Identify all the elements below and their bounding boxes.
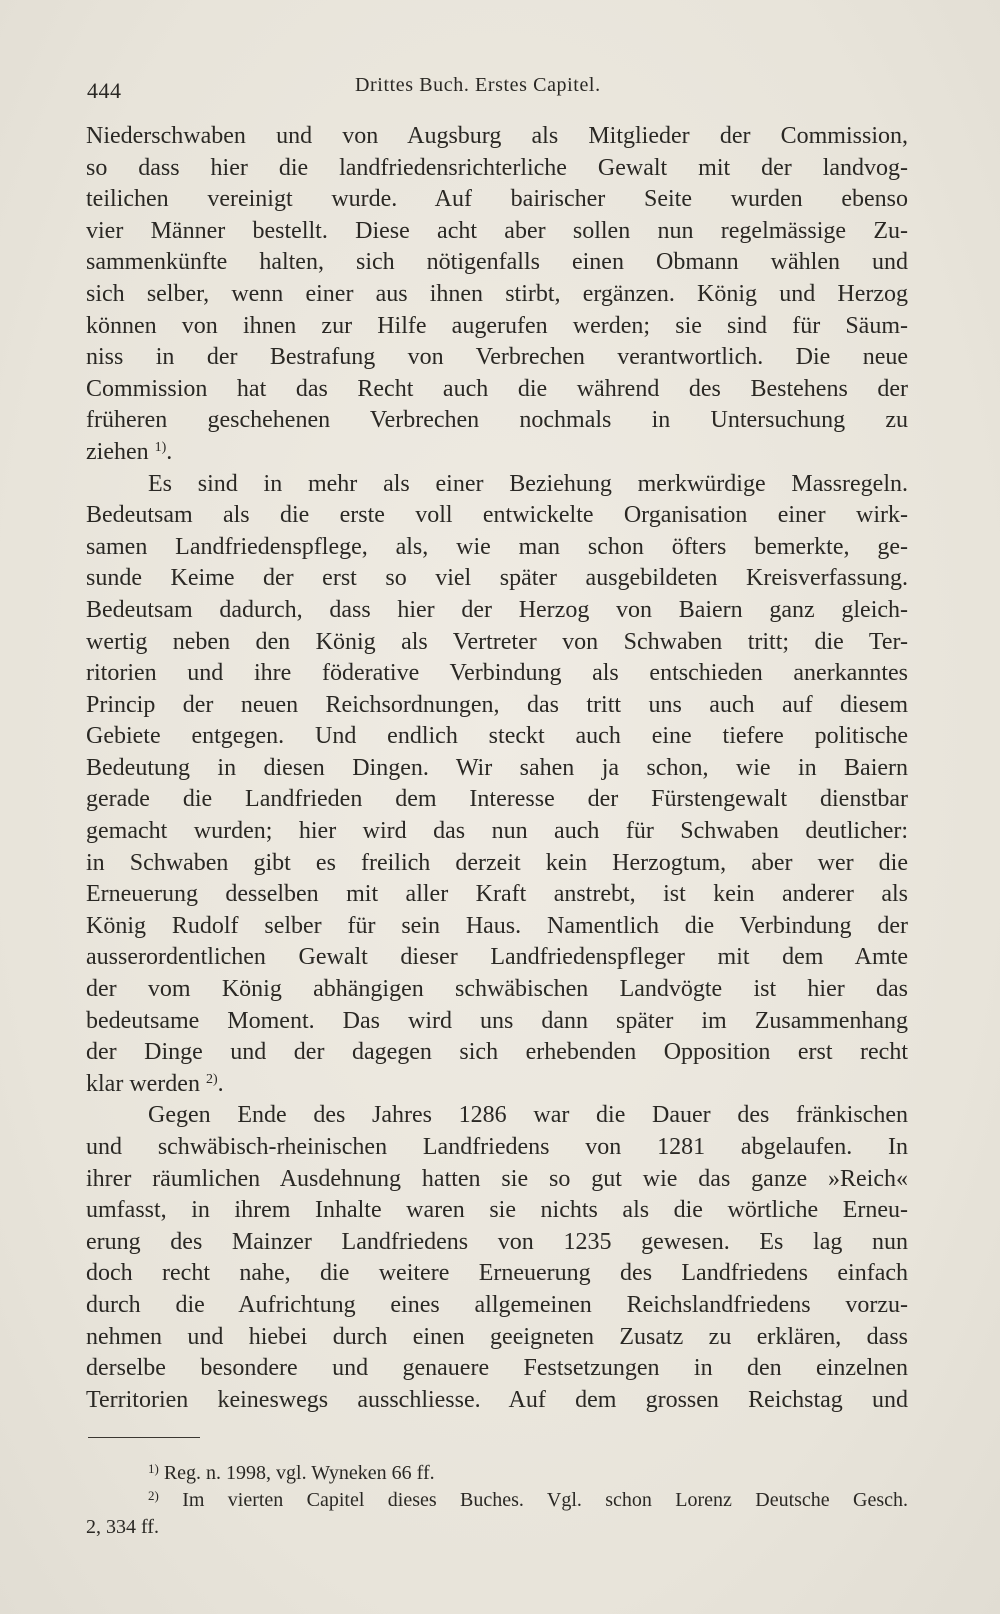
text-line: niss in der Bestrafung von Verbrechen verantwortlich. Die neue (86, 344, 908, 371)
punctuation: . (166, 438, 173, 465)
footnotes (86, 1460, 908, 1541)
text-line: durch die Aufrichtung eines allgemeinen Reichslandfriedens vorzu- (86, 1291, 908, 1318)
text-line: Niederschwaben und von Augsburg als Mitglieder der Commission, (86, 123, 908, 149)
running-head: Drittes Buch. Erstes Capitel. (355, 74, 601, 96)
footnote-reference: 1) (154, 439, 167, 455)
footnote-mark: 2) (148, 1488, 159, 1503)
punctuation: . (217, 1070, 224, 1097)
footnote-divider (88, 1437, 200, 1438)
body-text (86, 121, 908, 1416)
text-line: Bedeutsam dadurch, dass hier der Herzog von Baiern ganz gleich- (86, 596, 908, 623)
text-line: König Rudolf selber für sein Haus. Namentlich die Verbindung der (86, 912, 908, 939)
text-line: früheren geschehenen Verbrechen nochmals in Untersuchung zu (86, 407, 908, 434)
text-line: nehmen und hiebei durch einen geeigneten Zusatz zu erklären, dass (86, 1323, 908, 1350)
page-number: 444 (87, 78, 122, 103)
text-fragment: klar werden (86, 1070, 200, 1097)
footnote-text: Reg. n. 1998, vgl. Wyneken 66 ff. (163, 1462, 435, 1484)
footnote-2 (86, 1487, 908, 1514)
text-line: ihrer räumlichen Ausdehnung hatten sie so gut wie das ganze »Reich« (86, 1165, 908, 1192)
text-line: und schwäbisch-rheinischen Landfriedens von 1281 abgelaufen. In (86, 1134, 908, 1160)
footnote-1 (86, 1460, 908, 1487)
text-line: gerade die Landfrieden dem Interesse der Fürstengewalt dienstbar (86, 786, 908, 813)
footnote-reference: 2) (205, 1071, 218, 1087)
text-line: Bedeutsam als die erste voll entwickelte Organisation einer wirk- (86, 502, 908, 529)
text-line: Territorien keineswegs ausschliesse. Auf dem grossen Reichstag und (86, 1386, 908, 1413)
text-line: ritorien und ihre föderative Verbindung als entschieden anerkanntes (86, 660, 908, 687)
text-fragment: ziehen (86, 438, 149, 465)
text-line: sich selber, wenn einer aus ihnen stirbt, ergänzen. König und Herzog (86, 280, 908, 307)
text-line: derselbe besondere und genauere Festsetzungen in den einzelnen (86, 1355, 908, 1382)
text-line-paragraph-start: Gegen Ende des Jahres 1286 war die Dauer des fränkischen (148, 1102, 908, 1129)
text-line: Princip der neuen Reichsordnungen, das tritt uns auch auf diesem (86, 691, 908, 718)
text-line: der vom König abhängigen schwäbischen Landvögte ist hier das (86, 976, 908, 1003)
text-line: teilichen vereinigt wurde. Auf bairischer Seite wurden ebenso (86, 186, 908, 213)
text-line-paragraph-start: Es sind in mehr als einer Beziehung merkwürdige Massregeln. (148, 470, 908, 497)
text-line: gemacht wurden; hier wird das nun auch für Schwaben deutlicher: (86, 818, 908, 845)
footnote-2-continuation: 2, 334 ff. (86, 1516, 159, 1538)
page-header (87, 72, 907, 112)
text-line: Erneuerung desselben mit aller Kraft anstrebt, ist kein anderer als (86, 881, 908, 908)
text-line: vier Männer bestellt. Diese acht aber sollen nun regelmässige Zu- (86, 217, 908, 244)
text-line: umfasst, in ihrem Inhalte waren sie nichts als die wörtliche Erneu- (86, 1197, 908, 1224)
text-line: erung des Mainzer Landfriedens von 1235 gewesen. Es lag nun (86, 1228, 908, 1255)
text-line: wertig neben den König als Vertreter von Schwaben tritt; die Ter- (86, 628, 908, 655)
text-line: in Schwaben gibt es freilich derzeit kein Herzogtum, aber wer die (86, 849, 908, 876)
text-line-paragraph-end (86, 437, 908, 469)
footnote-mark: 1) (148, 1461, 159, 1476)
text-line: Commission hat das Recht auch die während des Bestehens der (86, 375, 908, 402)
text-line: doch recht nahe, die weitere Erneuerung des Landfriedens einfach (86, 1260, 908, 1287)
text-line: samen Landfriedenspflege, als, wie man schon öfters bemerkte, ge- (86, 533, 908, 560)
text-line: sunde Keime der erst so viel später ausgebildeten Kreisverfassung. (86, 565, 908, 592)
text-line: der Dinge und der dagegen sich erhebenden Opposition erst recht (86, 1039, 908, 1066)
footnote-text: Im vierten Capitel dieses Buches. Vgl. schon Lorenz Deutsche Gesch. (182, 1489, 908, 1511)
text-line: so dass hier die landfriedensrichterliche Gewalt mit der landvog- (86, 154, 908, 181)
text-line: Gebiete entgegen. Und endlich steckt auch eine tiefere politische (86, 723, 908, 750)
text-line: sammenkünfte halten, sich nötigenfalls einen Obmann wählen und (86, 249, 908, 276)
text-line: können von ihnen zur Hilfe augerufen werden; sie sind für Säum- (86, 312, 908, 339)
text-line-paragraph-end (86, 1069, 908, 1101)
text-line: ausserordentlichen Gewalt dieser Landfriedenspfleger mit dem Amte (86, 944, 908, 971)
text-line: Bedeutung in diesen Dingen. Wir sahen ja schon, wie in Baiern (86, 754, 908, 781)
text-line: bedeutsame Moment. Das wird uns dann später im Zusammenhang (86, 1007, 908, 1034)
